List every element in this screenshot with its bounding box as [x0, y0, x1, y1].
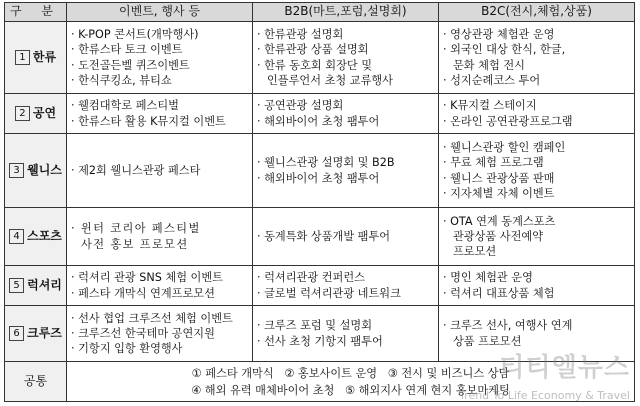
list-item: · 공연관광 설명회: [257, 99, 344, 113]
list-item: · 외국인 대상 한식, 한글,: [443, 43, 566, 57]
header-row: [5, 3, 635, 22]
list-item: · 럭셔리관광 컨퍼런스: [257, 271, 365, 285]
cell-events: [67, 208, 253, 266]
list-item: · 웰니스관광 설명회 및 B2B: [257, 156, 395, 170]
cell-events: [67, 306, 253, 362]
list-item: · 지자체별 자체 이벤트: [443, 186, 555, 200]
row-category: [5, 306, 67, 362]
list-item: · 윈터 코리아 페스티벌: [71, 222, 201, 236]
list-item: · 한류관광 상품 설명회: [257, 43, 369, 57]
category-label: 한류: [32, 49, 57, 64]
list-item: · 크루즈 포럼 및 설명회: [257, 319, 373, 333]
list-item: · 영상관광 체험관 운영: [443, 27, 555, 41]
category-number: 4: [9, 229, 24, 244]
cell-events: [67, 266, 253, 306]
cell-b2c: [439, 134, 635, 208]
cell-events: [67, 94, 253, 134]
list-item: · 선사 초청 기항지 팸투어: [257, 334, 383, 348]
festa-program-table: [4, 2, 635, 402]
list-item: · 선사 협업 크루즈선 체험 이벤트: [71, 311, 233, 325]
list-item: · 페스타 개막식 연계프로모션: [71, 286, 215, 300]
header-b2c: B2C(전시,체험,상품): [439, 3, 635, 22]
row-category: [5, 208, 67, 266]
list-item: · 웰니스관광 할인 캠페인: [443, 140, 566, 154]
cell-b2b: [253, 208, 439, 266]
list-item: 관광상품 사전예약: [453, 229, 544, 243]
list-item: · 한류스타 토크 이벤트: [71, 43, 183, 57]
cell-b2c: [439, 22, 635, 94]
category-label: 럭셔리: [27, 277, 62, 292]
category-label: 스포츠: [27, 228, 62, 243]
header-category: 구 분: [5, 3, 67, 22]
list-item: · 한류관광 설명회: [257, 27, 344, 41]
list-item: · 도전골든벨 퀴즈이벤트: [71, 58, 190, 72]
list-item: · 성지순례코스 투어: [443, 73, 541, 87]
list-item: · 크루즈선 한국테마 공연지원: [71, 326, 215, 340]
list-item: 프로모션: [453, 245, 497, 259]
row-category: [5, 134, 67, 208]
cell-events: [67, 134, 253, 208]
list-item: 인플루언서 초청 교류행사: [267, 73, 393, 87]
category-number: 2: [15, 106, 30, 121]
category-number: 1: [15, 50, 30, 65]
list-item: · 한류스타 활용 K뮤지컬 이벤트: [71, 114, 226, 128]
list-item: · 제2회 웰니스관광 페스타: [71, 163, 201, 177]
category-number: 5: [9, 278, 24, 293]
category-label: 웰니스: [27, 162, 62, 177]
list-item: · 웰컴대학로 페스티벌: [71, 99, 179, 113]
cell-b2b: [253, 266, 439, 306]
list-item: · K-POP 콘서트(개막행사): [71, 27, 199, 41]
table-row: [5, 22, 635, 94]
list-item: · 명인 체험관 운영: [443, 271, 533, 285]
row-category: [5, 22, 67, 94]
list-item: · 웰니스 관광상품 판매: [443, 171, 555, 185]
header-b2b: B2B(마트,포럼,설명회): [253, 3, 439, 22]
cell-b2c: [439, 266, 635, 306]
list-item: · K뮤지컬 스테이지: [443, 99, 537, 113]
category-number: 3: [9, 163, 24, 178]
list-item: · 럭셔리 대표상품 체험: [443, 286, 555, 300]
category-label: 크루즈: [27, 325, 62, 340]
cell-b2c: [439, 94, 635, 134]
table-row: [5, 94, 635, 134]
watermark-tagline: Trend To Life Economy & Travel: [459, 389, 630, 402]
table-row: [5, 134, 635, 208]
table-row: [5, 208, 635, 266]
row-category: [5, 94, 67, 134]
common-line-2: ④ 해외 유력 매체바이어 초청 ⑤ 해외지사 연계 현지 홍보마케팅: [191, 383, 510, 397]
list-item: 상품 프로모션: [453, 334, 522, 348]
list-item: · 해외바이어 초청 팸투어: [257, 171, 380, 185]
category-number: 6: [9, 326, 24, 341]
watermark-logo: 티티엘뉴스: [499, 353, 630, 383]
list-item: · 무료 체험 프로그램: [443, 156, 544, 170]
list-item: · 한식쿠킹쇼, 뷰티쇼: [71, 73, 172, 87]
row-category: [5, 266, 67, 306]
list-item: · 한류 동호회 회장단 및: [257, 58, 373, 72]
cell-b2c: [439, 208, 635, 266]
list-item: · 해외바이어 초청 팸투어: [257, 114, 380, 128]
list-item: · 글로벌 럭셔리관광 네트워크: [257, 286, 401, 300]
table-row: [5, 266, 635, 306]
common-line-1: ① 페스타 개막식 ② 홍보사이트 운영 ③ 전시 및 비즈니스 상담: [191, 366, 510, 380]
list-item: · 동계특화 상품개발 팸투어: [257, 229, 391, 243]
list-item: · 온라인 공연관광프로그램: [443, 114, 573, 128]
common-label: 공통: [5, 362, 67, 402]
list-item: 문화 체험 전시: [453, 58, 525, 72]
list-item: · 크루즈 선사, 여행사 연계: [443, 319, 573, 333]
cell-b2b: [253, 306, 439, 362]
cell-b2b: [253, 94, 439, 134]
list-item: · OTA 연계 동계스포츠: [443, 214, 556, 228]
list-item: · 기항지 입항 환영행사: [71, 342, 183, 356]
list-item: 사전 홍보 프로모션: [81, 237, 189, 251]
list-item: · 럭셔리 관광 SNS 체험 이벤트: [71, 271, 223, 285]
cell-b2b: [253, 134, 439, 208]
category-label: 공연: [32, 105, 57, 120]
cell-events: [67, 22, 253, 94]
header-events: 이벤트, 행사 등: [67, 3, 253, 22]
cell-b2b: [253, 22, 439, 94]
